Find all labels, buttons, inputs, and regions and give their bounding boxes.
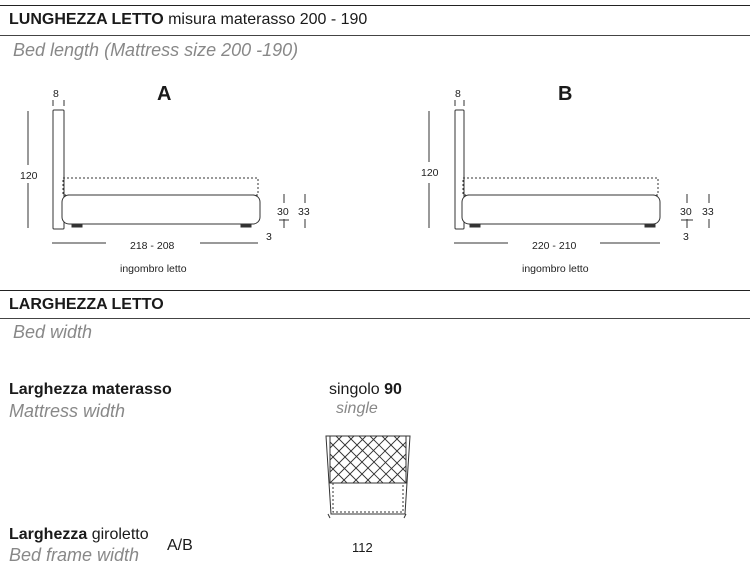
diagram-a-dim-3: 3: [266, 231, 272, 243]
diagram-b-headboard: [455, 110, 464, 229]
frame-width-label-en: Bed frame width: [9, 545, 140, 565]
width-top-rule: [0, 290, 750, 291]
diagram-a-height-label: 120: [20, 170, 38, 182]
diagram-a-letter: A: [157, 83, 172, 105]
mattress-width-label-en: Mattress width: [9, 401, 126, 421]
width-title-rule: [0, 318, 750, 319]
diagram-b-headboard-thickness: 8: [455, 88, 461, 100]
width-title-bold: LARGHEZZA LETTO: [9, 296, 164, 313]
width-section-title: [9, 296, 164, 314]
mattress-size: [329, 381, 402, 399]
frame-width-variant: A/B: [167, 537, 193, 554]
length-title-rest: misura materasso 200 - 190: [163, 11, 368, 28]
diagram-b-foot-left: [470, 224, 480, 227]
bed-top-headboard: [330, 436, 406, 483]
mattress-width-label: Larghezza materasso: [9, 381, 172, 398]
bed-top-frame: [326, 436, 410, 514]
diagram-a-dim-30: 30: [277, 206, 289, 218]
diagram-a-headboard: [53, 110, 64, 229]
diagram-b-caption: ingombro letto: [522, 263, 589, 275]
diagram-b-dim-3: 3: [683, 231, 689, 243]
diagram-b-letter: B: [558, 83, 573, 105]
bed-top-mattress: [333, 483, 403, 512]
mattress-size-en: single: [336, 400, 378, 417]
length-title-bold: LUNGHEZZA LETTO: [9, 11, 164, 28]
diagram-a-overall-length: 218 - 208: [130, 240, 175, 252]
frame-width-label: [9, 526, 149, 544]
diagram-b-frame: [462, 195, 660, 224]
length-section-subtitle: Bed length (Mattress size 200 -190): [13, 40, 299, 60]
diagram-a-dim-33: 33: [298, 206, 310, 218]
diagram-a-foot-right: [241, 224, 251, 227]
diagram-a-mattress: [63, 178, 258, 195]
diagram-b-height-label: 120: [421, 167, 439, 179]
top-rule: [0, 5, 750, 6]
diagram-b-overall-length: 220 - 210: [532, 240, 577, 252]
diagram-a-frame: [62, 195, 260, 224]
frame-width-label-bold: Larghezza: [9, 526, 88, 543]
diagram-b-mattress: [463, 178, 658, 195]
diagram-a-caption: ingombro letto: [120, 263, 187, 275]
diagram-a-foot-left: [72, 224, 82, 227]
length-section-title: [9, 11, 367, 29]
width-section-subtitle: Bed width: [13, 322, 93, 342]
diagram-a-headboard-thickness: 8: [53, 88, 59, 100]
diagram-b-dim-30: 30: [680, 206, 692, 218]
length-title-rule: [0, 35, 750, 36]
diagram-b-foot-right: [645, 224, 655, 227]
frame-width-value: 112: [352, 540, 373, 555]
mattress-size-word: singolo: [329, 381, 385, 398]
mattress-size-value: 90: [384, 381, 402, 398]
frame-width-label-rest: giroletto: [87, 526, 149, 543]
diagram-b-dim-33: 33: [702, 206, 714, 218]
